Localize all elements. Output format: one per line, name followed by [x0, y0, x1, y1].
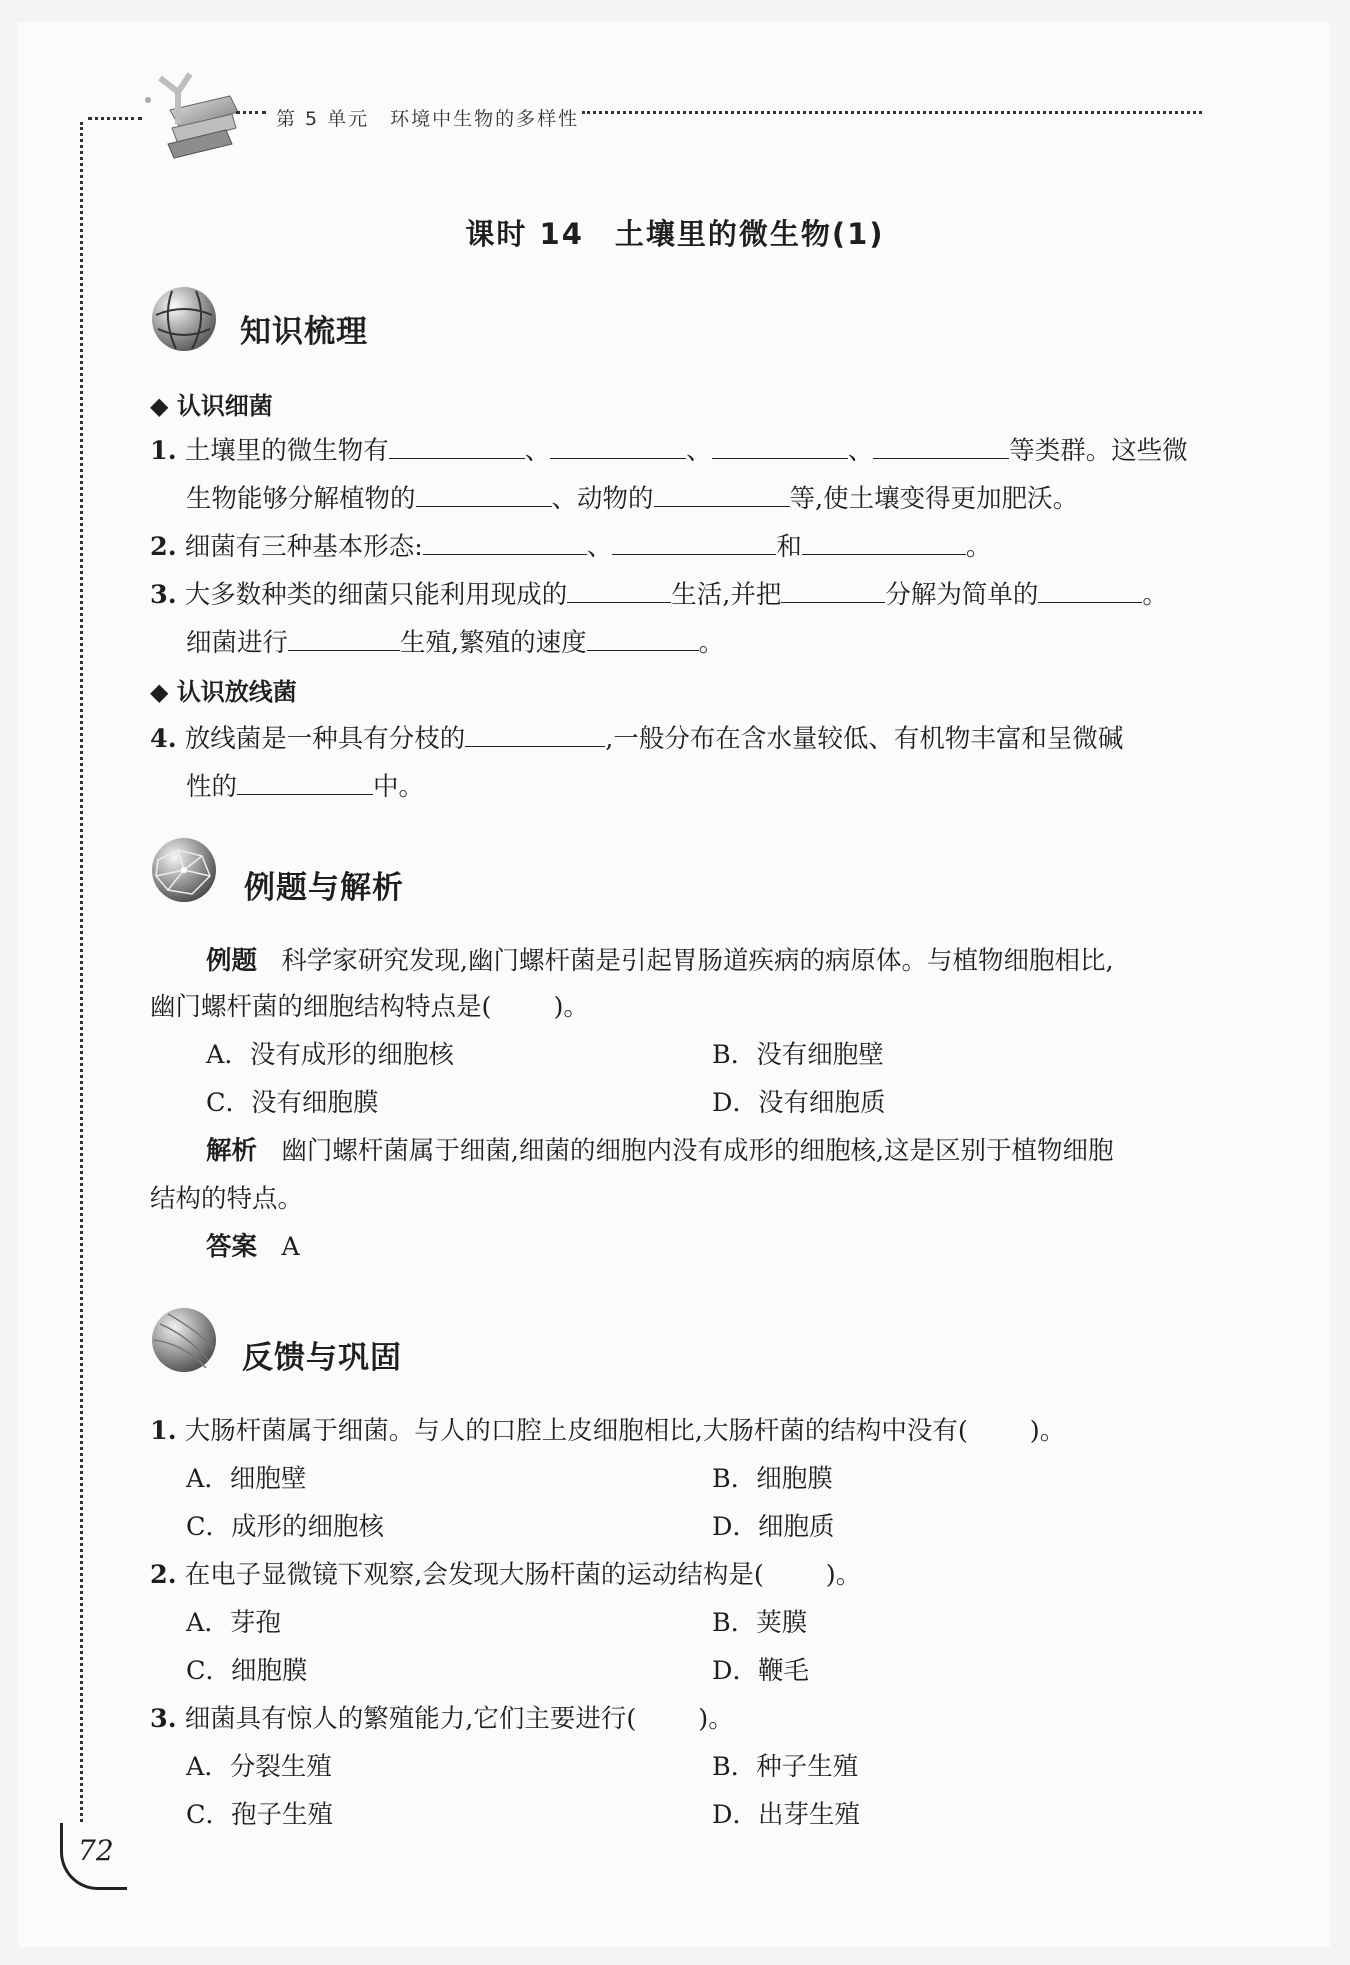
q-number: 1. — [150, 436, 177, 466]
feedback-q1-option-d[interactable]: D．细胞质 — [712, 1512, 835, 1542]
feedback-q2-option-a[interactable]: A．芽孢 — [186, 1608, 281, 1638]
answer-blank[interactable] — [873, 430, 1009, 459]
q-text: 等,使土壤变得更加肥沃。 — [789, 484, 1079, 514]
answer-blank[interactable] — [550, 430, 686, 459]
feedback-q2-option-d[interactable]: D．鞭毛 — [712, 1656, 809, 1686]
answer-value: A — [281, 1232, 300, 1262]
q-text: 大多数种类的细菌只能利用现成的 — [184, 580, 568, 610]
q-text: )。 — [825, 1560, 862, 1590]
answer-blank[interactable] — [1038, 574, 1142, 603]
q-text: 土壤里的微生物有 — [184, 436, 389, 466]
knowledge-q4-line2 — [186, 766, 424, 804]
feedback-q1-option-a[interactable]: A．细胞壁 — [186, 1464, 307, 1494]
q-number: 2. — [150, 532, 177, 562]
example-label: 例题 — [206, 946, 258, 976]
q-text: 幽门螺杆菌的细胞结构特点是( — [150, 992, 492, 1022]
q-text: 和 — [776, 532, 802, 562]
q-text: 、动物的 — [551, 484, 654, 514]
q-text: 放线菌是一种具有分枝的 — [184, 724, 466, 754]
example-option-c[interactable]: C．没有细胞膜 — [206, 1088, 379, 1118]
q-text: 大肠杆菌属于细菌。与人的口腔上皮细胞相比,大肠杆菌的结构中没有( — [184, 1416, 968, 1446]
section-title-example: 例题与解析 — [244, 870, 404, 906]
q-text: 等类群。这些微 — [1009, 436, 1188, 466]
lesson-title: 课时 14 土壤里的微生物(1) — [465, 217, 885, 251]
feedback-q1-stem — [150, 1414, 1065, 1448]
feedback-q1-option-b[interactable]: B．细胞膜 — [712, 1464, 833, 1494]
q-text: 、 — [586, 532, 613, 562]
feedback-q1-option-c[interactable]: C．成形的细胞核 — [186, 1512, 385, 1542]
q-text: )。 — [553, 992, 589, 1022]
answer-blank[interactable] — [288, 622, 400, 651]
q-text: 生活,并把 — [671, 580, 782, 610]
q-text: 在电子显微镜下观察,会发现大肠杆菌的运动结构是( — [184, 1560, 764, 1590]
network-globe-icon — [148, 836, 220, 908]
example-option-a[interactable]: A．没有成形的细胞核 — [206, 1040, 454, 1070]
q-text: 、 — [524, 436, 551, 466]
answer-blank[interactable] — [802, 526, 966, 555]
q-text: 分解为简单的 — [885, 580, 1039, 610]
answer-blank[interactable] — [712, 430, 848, 459]
answer-label: 答案 — [206, 1232, 258, 1262]
globe-icon — [148, 285, 220, 357]
book-stack-logo — [140, 70, 240, 162]
q-number: 3. — [150, 1704, 177, 1734]
feedback-q3-option-a[interactable]: A．分裂生殖 — [186, 1752, 332, 1782]
answer-blank[interactable] — [587, 622, 699, 651]
section-title-knowledge: 知识梳理 — [240, 314, 368, 350]
q-text: 生殖,繁殖的速度 — [400, 628, 587, 658]
answer-blank[interactable] — [612, 526, 776, 555]
answer-blank[interactable] — [389, 430, 525, 459]
example-option-b[interactable]: B．没有细胞壁 — [712, 1040, 884, 1070]
section-title-feedback: 反馈与巩固 — [242, 1340, 402, 1376]
answer-blank[interactable] — [423, 526, 587, 555]
analysis-line1 — [206, 1134, 1114, 1168]
q-text: 、 — [686, 436, 712, 466]
q-number: 2. — [150, 1560, 177, 1590]
feedback-q3-stem — [150, 1702, 734, 1736]
answer-blank[interactable] — [567, 574, 671, 603]
q-text: 、 — [847, 436, 874, 466]
answer-line — [206, 1230, 300, 1264]
q-text: )。 — [698, 1704, 734, 1734]
knowledge-q2 — [150, 526, 991, 564]
answer-blank[interactable] — [465, 718, 605, 747]
subsection-bacteria: ◆ 认识细菌 — [150, 392, 273, 420]
feedback-q3-option-b[interactable]: B．种子生殖 — [712, 1752, 859, 1782]
knowledge-q3-line1 — [150, 574, 1168, 612]
q-text: 细菌具有惊人的繁殖能力,它们主要进行( — [184, 1704, 637, 1734]
answer-blank[interactable] — [237, 766, 373, 795]
unit-header: 第 5 单元 环境中生物的多样性 — [276, 108, 580, 130]
feedback-q2-stem — [150, 1558, 861, 1592]
knowledge-q3-line2 — [186, 622, 724, 660]
page-number: 72 — [78, 1834, 114, 1867]
q-text: 细菌有三种基本形态: — [184, 532, 423, 562]
feedback-q3-option-c[interactable]: C．孢子生殖 — [186, 1800, 334, 1830]
q-number: 3. — [150, 580, 177, 610]
q-text: 细菌进行 — [186, 628, 289, 658]
answer-blank[interactable] — [654, 478, 790, 507]
header-dots-right — [582, 111, 1202, 114]
q-text: 。 — [698, 628, 725, 658]
sphere-icon — [148, 1306, 220, 1378]
subsection-actinomycetes: ◆ 认识放线菌 — [150, 678, 297, 706]
analysis-line2: 结构的特点。 — [150, 1184, 304, 1214]
header-dots-left — [236, 111, 266, 114]
q-text: ,一般分布在含水量较低、有机物丰富和呈微碱 — [605, 724, 1124, 754]
feedback-q2-option-b[interactable]: B．荚膜 — [712, 1608, 808, 1638]
frame-dots-left — [80, 122, 83, 1822]
feedback-q3-option-d[interactable]: D．出芽生殖 — [712, 1800, 860, 1830]
knowledge-q4-line1 — [150, 718, 1123, 756]
q-text: 性的 — [186, 772, 238, 802]
q-text: )。 — [1029, 1416, 1066, 1446]
analysis-label: 解析 — [206, 1136, 258, 1166]
frame-dots-top — [88, 117, 142, 120]
example-stem-line2 — [150, 990, 589, 1024]
q-text: 生物能够分解植物的 — [186, 484, 416, 514]
q-text: 。 — [1142, 580, 1168, 610]
q-text: 幽门螺杆菌属于细菌,细菌的细胞内没有成形的细胞核,这是区别于植物细胞 — [281, 1136, 1114, 1166]
q-number: 4. — [150, 724, 177, 754]
q-number: 1. — [150, 1416, 177, 1446]
knowledge-q1-line1 — [150, 430, 1188, 468]
feedback-q2-option-c[interactable]: C．细胞膜 — [186, 1656, 308, 1686]
example-stem-line1 — [206, 944, 1114, 978]
example-option-d[interactable]: D．没有细胞质 — [712, 1088, 886, 1118]
q-text: 科学家研究发现,幽门螺杆菌是引起胃肠道疾病的病原体。与植物细胞相比, — [281, 946, 1114, 976]
knowledge-q1-line2 — [186, 478, 1078, 516]
q-text: 中。 — [373, 772, 425, 802]
answer-blank[interactable] — [416, 478, 552, 507]
answer-blank[interactable] — [781, 574, 885, 603]
q-text: 。 — [965, 532, 992, 562]
